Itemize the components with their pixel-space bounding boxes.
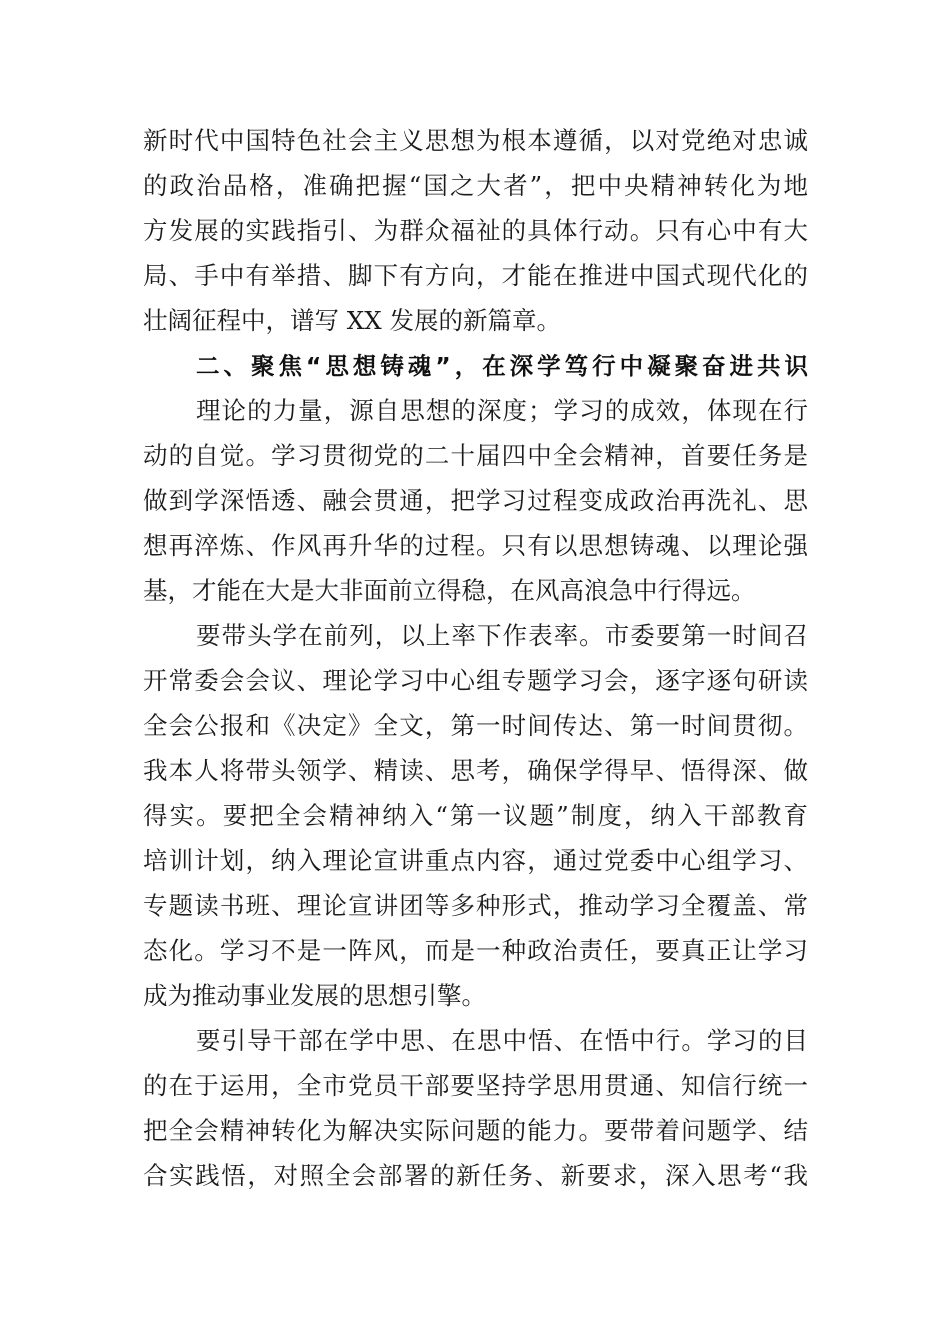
- paragraph-line: 要引导干部在学中思、在思中悟、在悟中行。学习的目: [196, 1026, 808, 1055]
- paragraph-line: 方发展的实践指引、为群众福祉的具体行动。只有心中有大: [143, 216, 808, 245]
- paragraph-line: 壮阔征程中，谱写 XX 发展的新篇章。: [143, 306, 561, 335]
- paragraph-line: 全会公报和《决定》全文，第一时间传达、第一时间贯彻。: [143, 711, 808, 740]
- paragraph-line: 把全会精神转化为解决实际问题的能力。要带着问题学、结: [143, 1116, 808, 1145]
- paragraph-line: 做到学深悟透、融会贯通，把学习过程变成政治再洗礼、思: [143, 486, 808, 515]
- paragraph-line: 基，才能在大是大非面前立得稳，在风高浪急中行得远。: [143, 576, 756, 605]
- paragraph-line: 开常委会会议、理论学习中心组专题学习会，逐字逐句研读: [143, 666, 808, 695]
- paragraph-line: 培训计划，纳入理论宣讲重点内容，通过党委中心组学习、: [143, 846, 808, 875]
- paragraph-line: 要带头学在前列，以上率下作表率。市委要第一时间召: [196, 621, 808, 650]
- paragraph-line: 合实践悟，对照全会部署的新任务、新要求，深入思考“我: [143, 1161, 808, 1190]
- paragraph-line: 我本人将带头领学、精读、思考，确保学得早、悟得深、做: [143, 756, 808, 785]
- paragraph-line: 想再淬炼、作风再升华的过程。只有以思想铸魂、以理论强: [143, 531, 808, 560]
- paragraph-line: 的政治品格，准确把握“国之大者”，把中央精神转化为地: [143, 171, 808, 200]
- paragraph-line: 新时代中国特色社会主义思想为根本遵循，以对党绝对忠诚: [143, 126, 808, 155]
- paragraph-line: 态化。学习不是一阵风，而是一种政治责任，要真正让学习: [143, 936, 808, 965]
- paragraph-line: 理论的力量，源自思想的深度；学习的成效，体现在行: [196, 396, 808, 425]
- paragraph-line: 局、手中有举措、脚下有方向，才能在推进中国式现代化的: [143, 261, 808, 290]
- paragraph-line: 成为推动事业发展的思想引擎。: [143, 981, 486, 1010]
- paragraph-line: 得实。要把全会精神纳入“第一议题”制度，纳入干部教育: [143, 801, 808, 830]
- paragraph-line: 的在于运用，全市党员干部要坚持学思用贯通、知信行统一: [143, 1071, 808, 1100]
- paragraph-line: 专题读书班、理论宣讲团等多种形式，推动学习全覆盖、常: [143, 891, 808, 920]
- paragraph-line: 动的自觉。学习贯彻党的二十届四中全会精神，首要任务是: [143, 441, 808, 470]
- section-heading: 二、聚焦“思想铸魂”，在深学笃行中凝聚奋进共识: [196, 352, 808, 380]
